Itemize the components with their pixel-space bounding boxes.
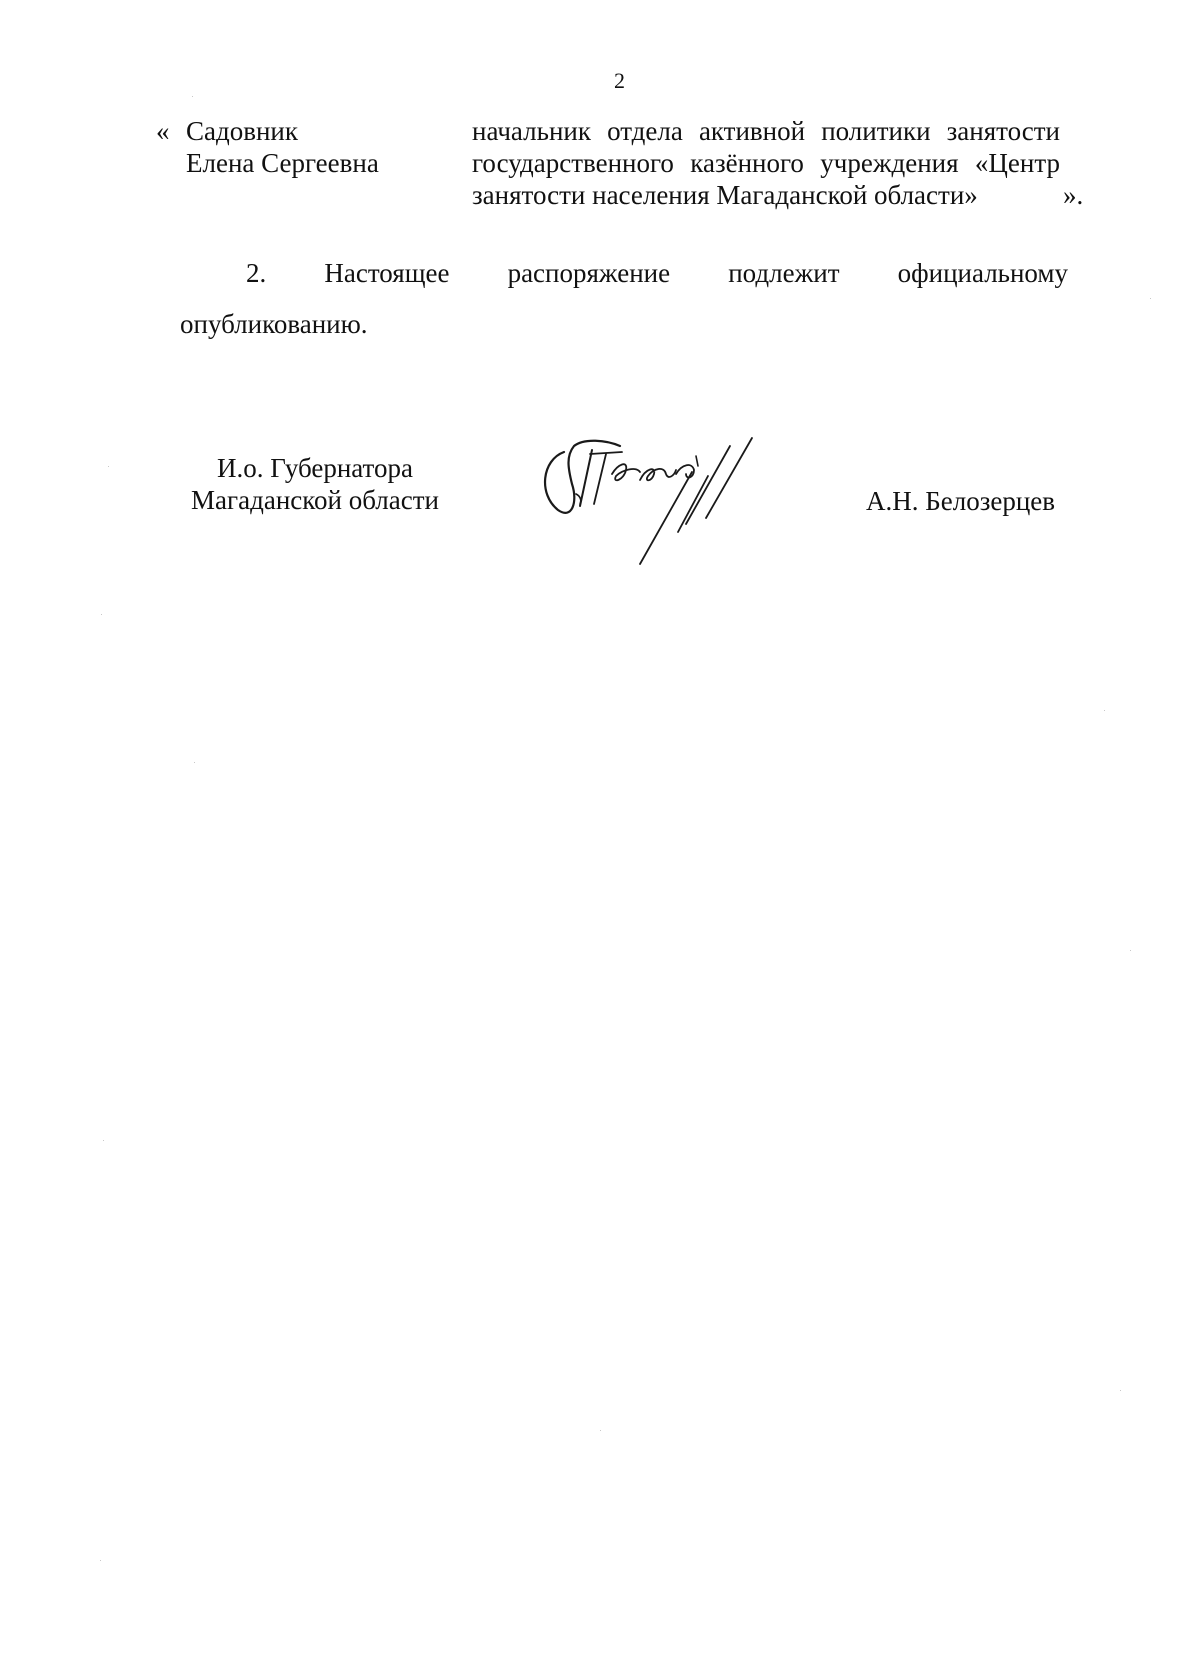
paragraph-word: официальному [897,258,1068,288]
paragraph-line [246,257,1068,289]
paragraph-word: распоряжение [507,258,671,288]
entry-close-quote: ». [1063,180,1084,210]
signatory-name: А.Н. Белозерцев [866,486,1056,516]
signatory-title [184,452,446,516]
paragraph-line: опубликованию. [180,309,368,339]
signatory-title-line: И.о. Губернатора [216,453,413,483]
entry-position-line: начальник отдела активной политики занятости [472,116,1060,146]
handwritten-signature [536,436,786,596]
entry-surname: Садовник [186,116,298,146]
entry-position [472,115,1060,211]
entry-position-line: государственного казённого учреждения «Центр [472,148,1060,178]
signatory-title-line: Магаданской области [191,485,439,515]
entry-open-quote: « [156,116,170,146]
paragraph-word: подлежит [728,258,840,288]
page-number: 2 [614,68,625,93]
entry-position-line: занятости населения Магаданской области» [472,180,978,210]
entry-person-name [186,115,379,179]
entry-given-names: Елена Сергеевна [186,148,379,178]
paragraph-word: Настоящее [324,258,450,288]
paragraph-word: 2. [246,258,267,288]
